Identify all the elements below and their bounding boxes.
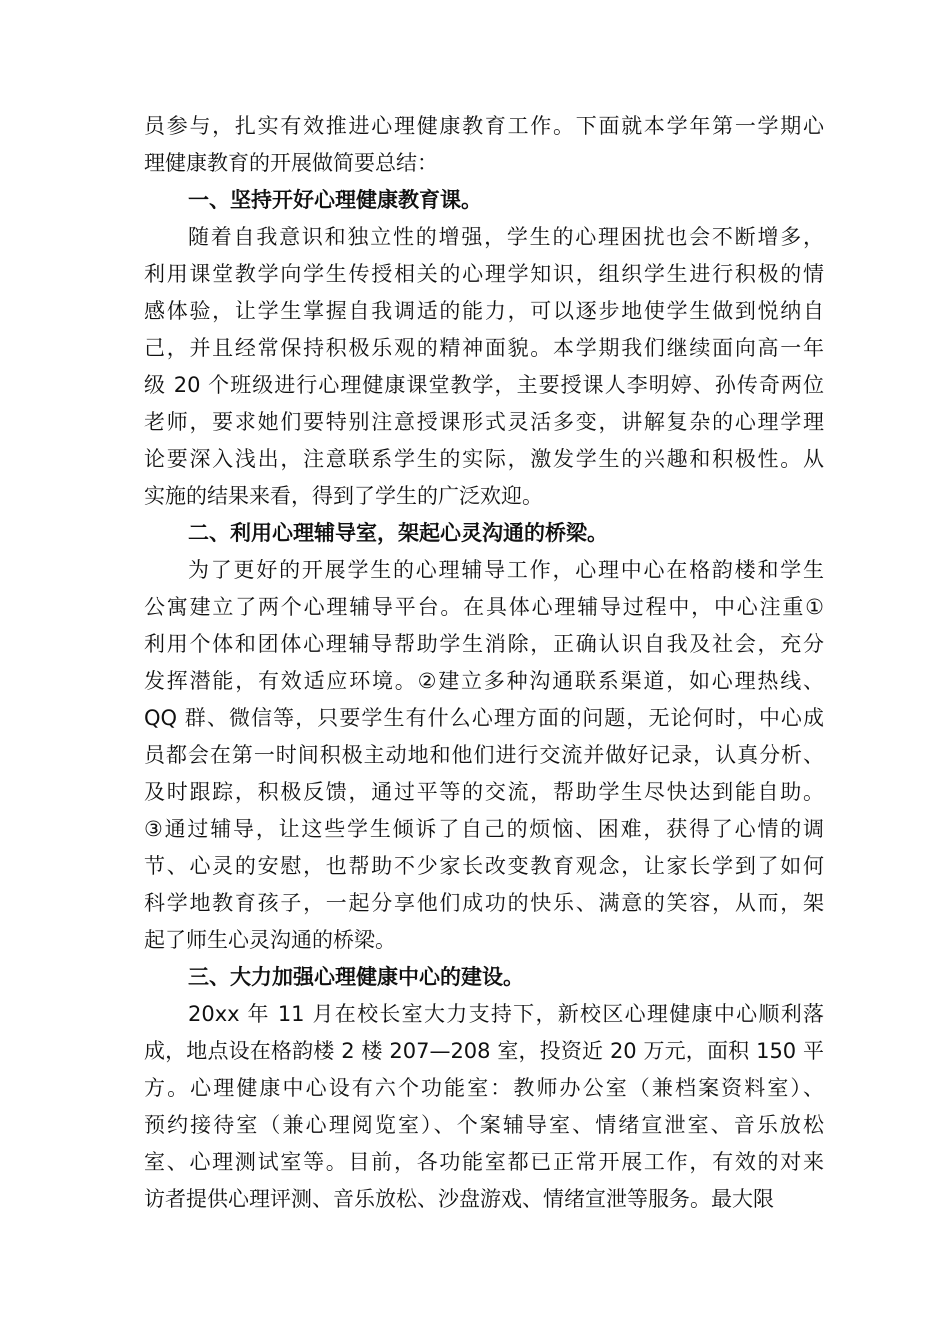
paragraph-line: 成，地点设在格韵楼 2 楼 207—208 室，投资近 20 万元，面积 150 平 [144, 1039, 824, 1063]
paragraph-line: 老师，要求她们要特别注意授课形式灵活多变，讲解复杂的心理学理 [144, 410, 824, 434]
paragraph-line: ③通过辅导，让这些学生倾诉了自己的烦恼、困难，获得了心情的调 [144, 817, 824, 841]
paragraph-line: 发挥潜能，有效适应环境。②建立多种沟通联系渠道，如心理热线、 [144, 669, 824, 693]
paragraph-line: 感体验，让学生掌握自我调适的能力，可以逐步地使学生做到悦纳自 [144, 299, 824, 323]
paragraph-line: 及时跟踪，积极反馈，通过平等的交流，帮助学生尽快达到能自助。 [144, 780, 824, 804]
paragraph-line: 级 20 个班级进行心理健康课堂教学，主要授课人李明婷、孙传奇两位 [144, 373, 824, 397]
paragraph-line: 理健康教育的开展做简要总结： [144, 151, 438, 175]
paragraph-line: 20xx 年 11 月在校长室大力支持下，新校区心理健康中心顺利落 [188, 1002, 824, 1026]
paragraph-line: 访者提供心理评测、音乐放松、沙盘游戏、情绪宣泄等服务。最大限 [144, 1187, 774, 1211]
paragraph-line: 利用个体和团体心理辅导帮助学生消除，正确认识自我及社会，充分 [144, 632, 824, 656]
section-heading: 二、利用心理辅导室，架起心灵沟通的桥梁。 [188, 521, 608, 545]
paragraph-line: 节、心灵的安慰，也帮助不少家长改变教育观念，让家长学到了如何 [144, 854, 824, 878]
paragraph-line: 员参与，扎实有效推进心理健康教育工作。下面就本学年第一学期心 [144, 114, 824, 138]
paragraph-line: 方。心理健康中心设有六个功能室：教师办公室（兼档案资料室）、 [144, 1076, 824, 1100]
section-heading: 一、坚持开好心理健康教育课。 [188, 188, 482, 212]
paragraph-line: 己，并且经常保持积极乐观的精神面貌。本学期我们继续面向高一年 [144, 336, 824, 360]
paragraph-line: 预约接待室（兼心理阅览室）、个案辅导室、情绪宣泄室、音乐放松 [144, 1113, 824, 1137]
paragraph-line: 论要深入浅出，注意联系学生的实际，激发学生的兴趣和积极性。从 [144, 447, 824, 471]
paragraph-line: 利用课堂教学向学生传授相关的心理学知识，组织学生进行积极的情 [144, 262, 824, 286]
document-body [144, 108, 824, 1218]
paragraph-line: 随着自我意识和独立性的增强，学生的心理困扰也会不断增多， [188, 225, 824, 249]
paragraph-line: 室、心理测试室等。目前，各功能室都已正常开展工作，有效的对来 [144, 1150, 824, 1174]
paragraph-line: QQ 群、微信等，只要学生有什么心理方面的问题，无论何时，中心成 [144, 706, 824, 730]
paragraph-line: 公寓建立了两个心理辅导平台。在具体心理辅导过程中，中心注重① [144, 595, 824, 619]
paragraph-line: 科学地教育孩子，一起分享他们成功的快乐、满意的笑容，从而，架 [144, 891, 824, 915]
section-heading: 三、大力加强心理健康中心的建设。 [188, 965, 524, 989]
paragraph-line: 员都会在第一时间积极主动地和他们进行交流并做好记录，认真分析、 [144, 743, 824, 767]
paragraph-line: 起了师生心灵沟通的桥梁。 [144, 928, 396, 952]
paragraph-line: 实施的结果来看，得到了学生的广泛欢迎。 [144, 484, 543, 508]
paragraph-line: 为了更好的开展学生的心理辅导工作，心理中心在格韵楼和学生 [188, 558, 824, 582]
